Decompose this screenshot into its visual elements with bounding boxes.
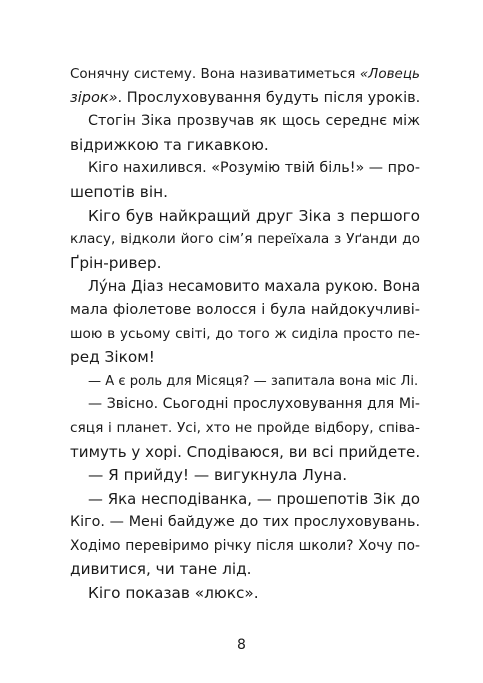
text-line: Ходімо перевіримо річку після школи? Хочу по-: [70, 537, 420, 554]
text-line: шою в усьому світі, до того ж сиділа просто пе-: [70, 325, 420, 342]
text-line: Лу́на Діаз несамовито махала рукою. Вона: [88, 278, 421, 296]
text-line: — Яка несподіванка, — прошепотів Зік до: [88, 489, 420, 508]
text-line: Кіго був найкращий друг Зіка з першого: [88, 206, 420, 225]
text-line: Кіго показав «люкс».: [88, 584, 259, 603]
text-line: Кіго нахилився. «Розумію твій біль!» — про-: [88, 160, 420, 177]
text-line: зірок». Прослуховування будуть після уроків.: [70, 89, 421, 106]
text-line: Кіго. — Мені байдуже до тих прослуховувань.: [70, 514, 420, 531]
text-line: — Я прийду! — вигукнула Луна.: [88, 466, 348, 485]
text-line: — А є роль для Місяця? — запитала вона міс Лі.: [88, 373, 419, 389]
text-line: ред Зіком!: [70, 348, 155, 367]
body-text: [70, 63, 420, 606]
text-line: відрижкою та гикавкою.: [70, 135, 269, 154]
text-line: — Звісно. Сьогодні прослуховування для Мі-: [88, 396, 420, 413]
text-line: Сонячну систему. Вона називатиметься «Ловець: [70, 66, 420, 82]
text-line: Стогін Зіка прозвучав як щось середнє між: [88, 113, 420, 130]
text-line: шепотів він.: [70, 182, 168, 201]
text-line: мала фіолетове волосся і була найдокучливі-: [70, 301, 420, 318]
text-line: дивитися, чи тане лід.: [70, 560, 252, 579]
page-number: 8: [237, 637, 246, 653]
text-line: тимуть у хорі. Сподіваюся, ви всі прийдете.: [70, 442, 421, 461]
text-line: сяця і планет. Усі, хто не пройде відбору, співа-: [70, 419, 420, 436]
text-line: Ґрін-ривер.: [70, 253, 162, 272]
text-line: класу, відколи його сім’я переїхала з Уґанди до: [70, 231, 420, 248]
